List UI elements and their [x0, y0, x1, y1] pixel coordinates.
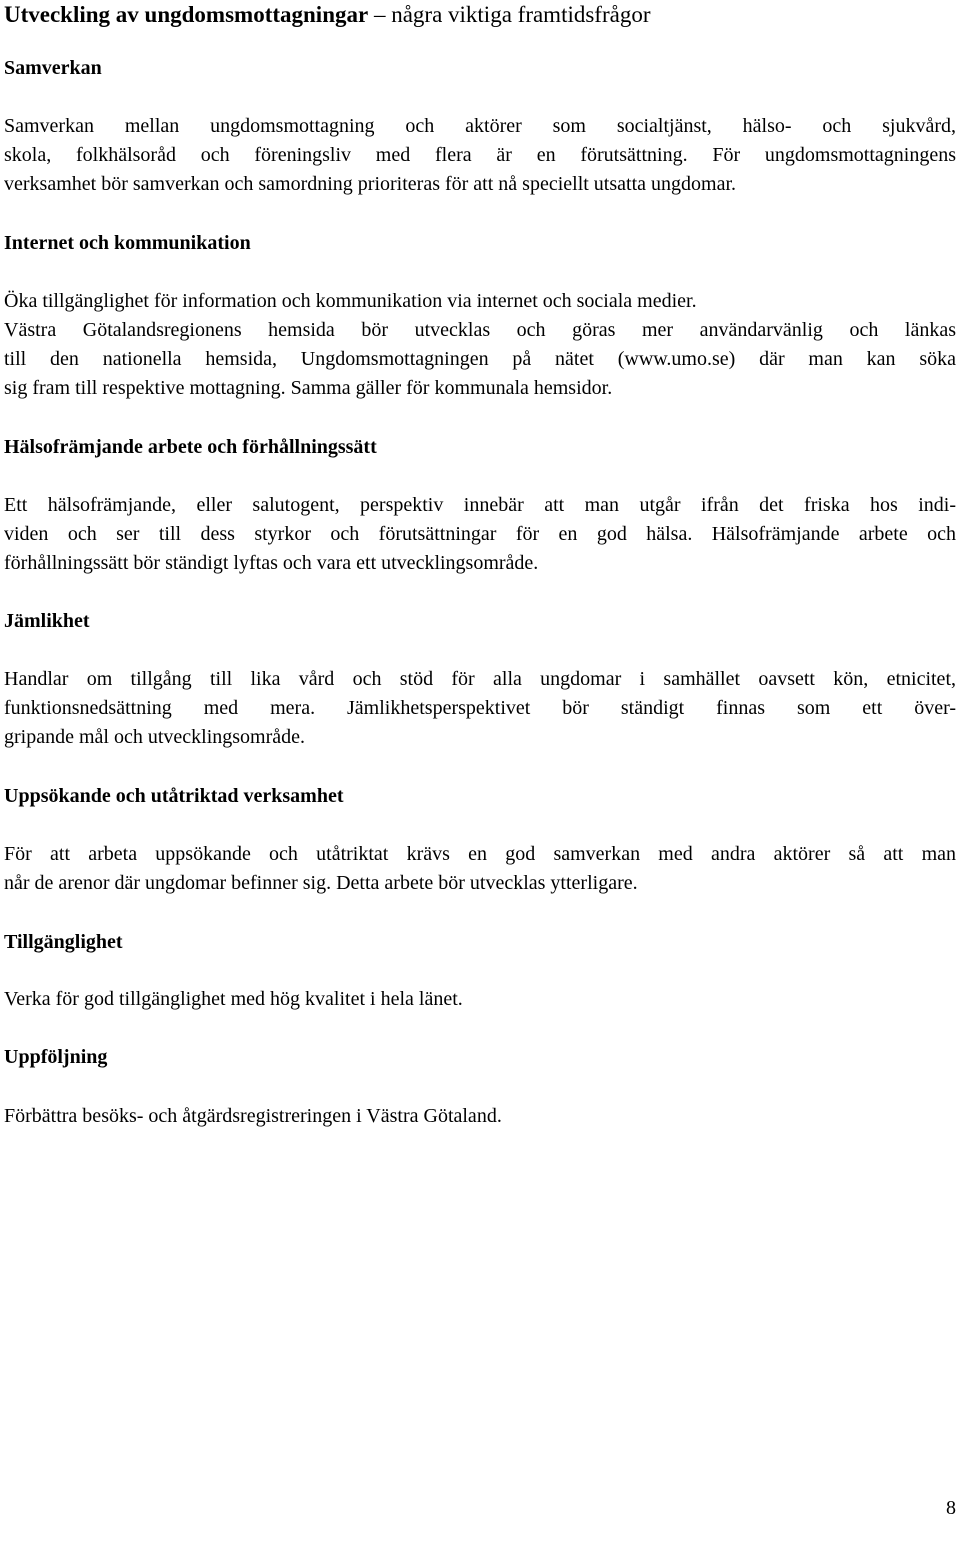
- page-title-subtitle: några viktiga framtidsfrågor: [391, 2, 651, 27]
- section-body-uppfoljning: [4, 1102, 956, 1131]
- page-title-separator: –: [373, 2, 386, 27]
- body-line: Västra Götalandsregionens hemsida bör utvecklas och göras mer användarvänlig och länkas: [4, 319, 956, 341]
- body-line: Ett hälsofrämjande, eller salutogent, perspektiv innebär att man utgår ifrån det friska hos indi-: [4, 494, 956, 516]
- body-line: verksamhet bör samverkan och samordning prioriteras för att nå speciellt utsatta ungdomar.: [4, 173, 737, 195]
- body-line: sig fram till respektive mottagning. Samma gäller för kommunala hemsidor.: [4, 377, 613, 399]
- section-heading-uppsokande: Uppsökande och utåtriktad verksamhet: [4, 785, 344, 807]
- page-title: [4, 0, 954, 30]
- section-heading-tillganglighet: Tillgänglighet: [4, 931, 123, 953]
- page-title-main: Utveckling av ungdomsmottagningar: [4, 2, 369, 27]
- body-line: till den nationella hemsida, Ungdomsmottagningen på nätet (www.umo.se) där man kan söka: [4, 348, 956, 370]
- section-heading-internet: Internet och kommunikation: [4, 232, 251, 254]
- section-body-internet: [4, 287, 956, 403]
- body-line: Samverkan mellan ungdomsmottagning och aktörer som socialtjänst, hälso- och sjukvård,: [4, 115, 956, 137]
- body-line: funktionsnedsättning med mera. Jämlikhetsperspektivet bör ständigt finnas som ett över-: [4, 697, 956, 719]
- body-line: förhållningssätt bör ständigt lyftas och vara ett utvecklingsområde.: [4, 552, 539, 574]
- section-body-halsoframjande: [4, 491, 956, 578]
- body-line: når de arenor där ungdomar befinner sig. Detta arbete bör utvecklas ytterligare.: [4, 872, 638, 894]
- body-line: Förbättra besöks- och åtgärdsregistreringen i Västra Götaland.: [4, 1105, 502, 1127]
- body-line: För att arbeta uppsökande och utåtriktat krävs en god samverkan med andra aktörer så att man: [4, 843, 956, 865]
- section-body-samverkan: [4, 112, 956, 199]
- section-body-jamlikhet: [4, 665, 956, 752]
- section-body-uppsokande: [4, 840, 956, 898]
- body-line: viden och ser till dess styrkor och förutsättningar för en god hälsa. Hälsofrämjande arbete och: [4, 523, 956, 545]
- body-line: Handlar om tillgång till lika vård och stöd för alla ungdomar i samhället oavsett kön, etnicitet,: [4, 668, 956, 690]
- body-line: gripande mål och utvecklingsområde.: [4, 726, 306, 748]
- section-heading-halsoframjande: Hälsofrämjande arbete och förhållningssätt: [4, 436, 377, 458]
- body-line: Öka tillgänglighet för information och kommunikation via internet och sociala medier.: [4, 290, 697, 312]
- body-line: skola, folkhälsoråd och föreningsliv med flera är en förutsättning. För ungdomsmottagningens: [4, 144, 956, 166]
- section-heading-samverkan: Samverkan: [4, 57, 102, 79]
- section-heading-uppfoljning: Uppföljning: [4, 1046, 108, 1068]
- body-line: Verka för god tillgänglighet med hög kvalitet i hela länet.: [4, 988, 463, 1010]
- page-number: 8: [946, 1497, 956, 1519]
- section-body-tillganglighet: [4, 985, 956, 1014]
- section-heading-jamlikhet: Jämlikhet: [4, 610, 90, 632]
